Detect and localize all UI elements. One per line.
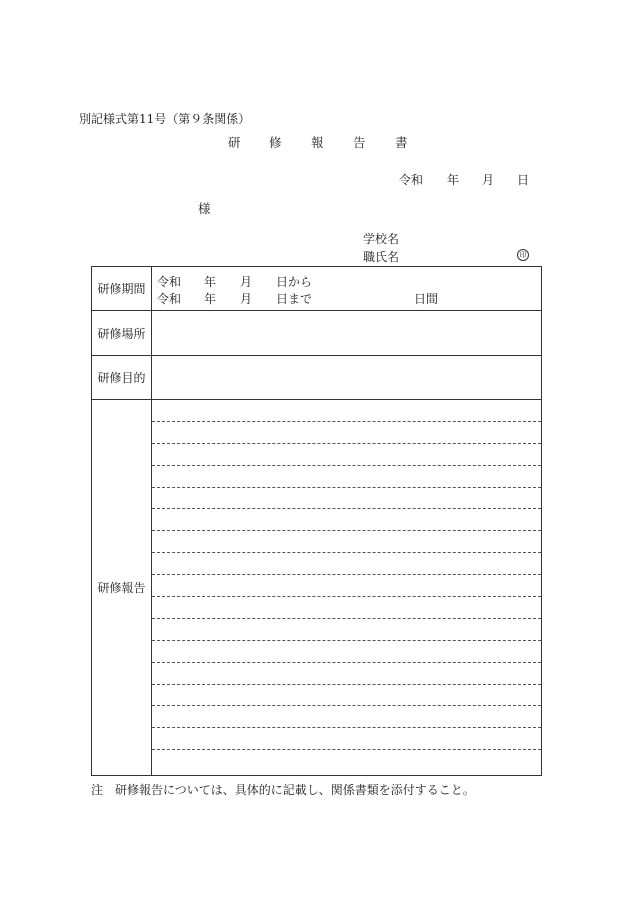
writing-line [152, 531, 541, 553]
writing-line [152, 553, 541, 575]
school-name-label: 学校名 [363, 232, 400, 246]
date-era: 令和 [399, 173, 424, 187]
report-field[interactable] [152, 400, 542, 776]
writing-line [152, 706, 541, 728]
date-day: 日 [517, 173, 530, 187]
purpose-label: 研修目的 [92, 356, 152, 400]
report-row [92, 400, 542, 776]
title-char: 告 [353, 135, 366, 150]
period-label: 研修期間 [92, 267, 152, 311]
writing-line [152, 750, 541, 772]
writing-line [152, 597, 541, 619]
report-table [91, 266, 542, 776]
writing-line [152, 422, 541, 444]
title-char: 報 [311, 135, 324, 150]
period-from-month: 月 [240, 275, 253, 289]
period-to-era: 令和 [157, 292, 182, 306]
place-label: 研修場所 [92, 311, 152, 356]
writing-line [152, 400, 541, 422]
title-char: 書 [395, 135, 408, 150]
period-to-month: 月 [240, 292, 253, 306]
seal-mark: 印 [517, 249, 529, 261]
purpose-row [92, 356, 542, 400]
title-char: 修 [269, 135, 282, 150]
period-from [152, 273, 542, 289]
period-from-day: 日から [276, 275, 313, 289]
date-year: 年 [447, 173, 460, 187]
date-line [0, 171, 630, 187]
writing-line [152, 444, 541, 466]
period-field[interactable] [152, 267, 542, 311]
period-to [152, 290, 542, 306]
writing-line [152, 575, 541, 597]
footnote: 注 研修報告については、具体的に記載し、関係書類を添付すること。 [91, 783, 475, 797]
writing-line [152, 488, 541, 510]
writing-line [152, 619, 541, 641]
period-to-year: 年 [204, 292, 217, 306]
writing-line [152, 685, 541, 707]
writing-line [152, 509, 541, 531]
period-to-day: 日まで [276, 292, 313, 306]
period-row [92, 267, 542, 311]
place-field[interactable] [152, 311, 542, 356]
writing-line [152, 663, 541, 685]
writing-line [152, 728, 541, 750]
period-from-era: 令和 [157, 275, 182, 289]
position-name-label: 職氏名 [363, 250, 400, 264]
purpose-field[interactable] [152, 356, 542, 400]
place-row [92, 311, 542, 356]
addressee-sama: 様 [198, 201, 211, 216]
report-label: 研修報告 [92, 400, 152, 776]
writing-line [152, 466, 541, 488]
period-from-year: 年 [204, 275, 217, 289]
date-month: 月 [482, 173, 495, 187]
title-char: 研 [228, 135, 241, 150]
writing-line [152, 641, 541, 663]
form-number-label: 別記様式第11号（第９条関係） [79, 112, 251, 126]
period-days: 日間 [414, 292, 439, 306]
